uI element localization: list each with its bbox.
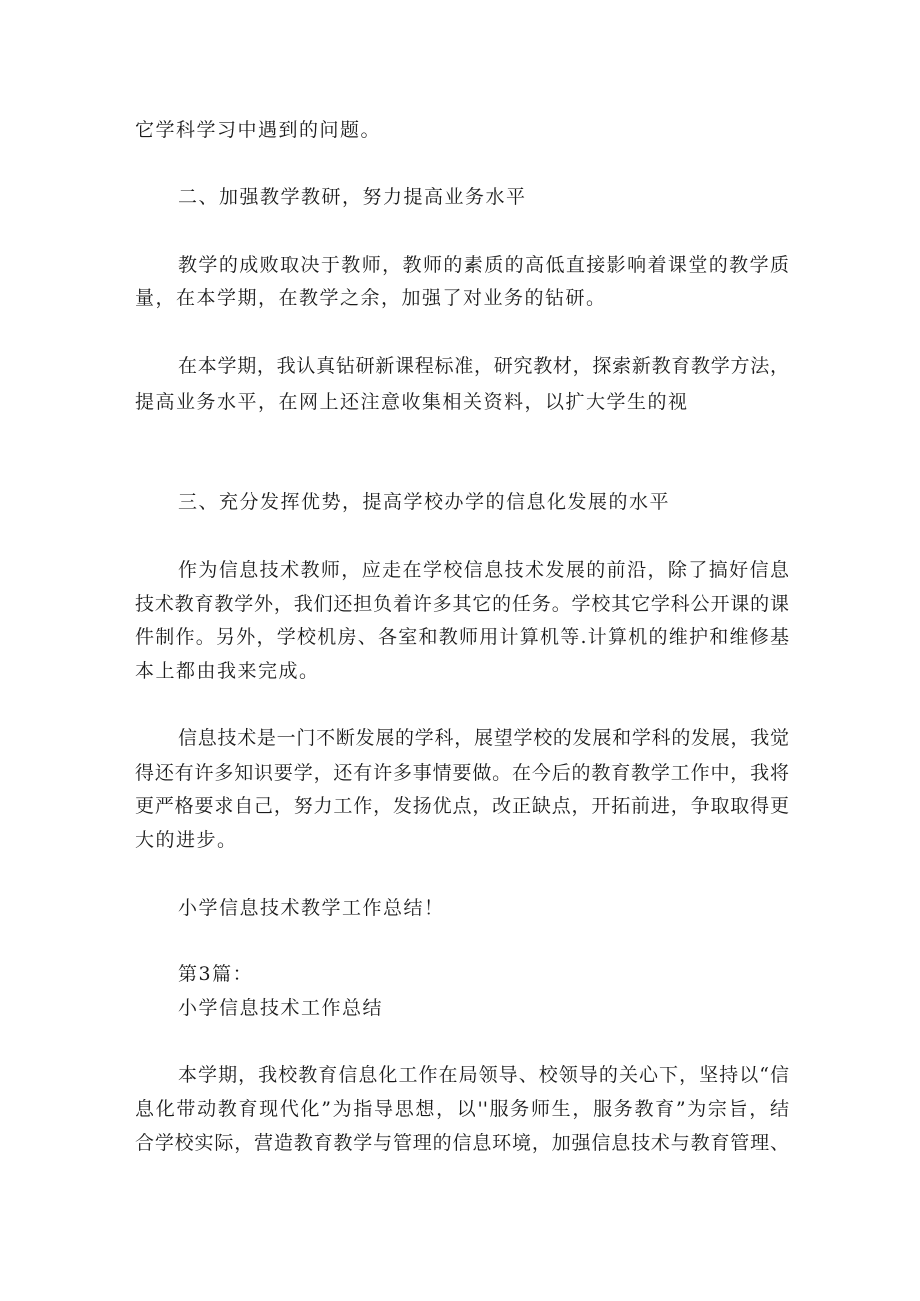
- closing-line: 小学信息技术教学工作总结！: [178, 897, 445, 919]
- section-label: 第3篇：: [178, 963, 254, 985]
- section-title: 小学信息技术工作总结: [178, 997, 384, 1019]
- paragraph-line: 更严格要求自己，努力工作，发扬优点，改正缺点，开拓前进，争取取得更: [135, 795, 789, 817]
- paragraph-line: 在本学期，我认真钻研新课程标准，研究教材，探索新教育教学方法，: [178, 355, 789, 377]
- paragraph-line: 大的进步。: [135, 829, 238, 851]
- paragraph-line: 作为信息技术教师，应走在学校信息技术发展的前沿，除了搞好信息: [178, 559, 789, 581]
- paragraph-line: 得还有许多知识要学，还有许多事情要做。在今后的教育教学工作中，我将: [135, 762, 789, 784]
- paragraph-line: 合学校实际，营造教育教学与管理的信息环境，加强信息技术与教育管理、: [135, 1132, 789, 1154]
- paragraph-continuation: 它学科学习中遇到的问题。: [135, 119, 382, 141]
- paragraph-line: 本上都由我来完成。: [135, 660, 320, 682]
- paragraph-line: 教学的成败取决于教师，教师的素质的高低直接影响着课堂的教学质: [178, 254, 789, 276]
- paragraph-line: 技术教育教学外，我们还担负着许多其它的任务。学校其它学科公开课的课: [135, 593, 789, 615]
- section-heading-2: 二、加强教学教研，努力提高业务水平: [178, 186, 527, 208]
- paragraph-line: 信息技术是一门不断发展的学科，展望学校的发展和学科的发展，我觉: [178, 727, 789, 749]
- paragraph-line: 件制作。另外，学校机房、各室和教师用计算机等.计算机的维护和维修基: [135, 626, 789, 648]
- paragraph-line: 本学期，我校教育信息化工作在局领导、校领导的关心下，坚持以“信: [178, 1064, 789, 1086]
- section-heading-3: 三、充分发挥优势，提高学校办学的信息化发展的水平: [178, 491, 671, 513]
- paragraph-line: 量，在本学期，在教学之余，加强了对业务的钻研。: [135, 287, 607, 309]
- paragraph-line: 提高业务水平，在网上还注意收集相关资料，以扩大学生的视: [135, 391, 689, 413]
- paragraph-line: 息化带动教育现代化”为指导思想，以''服务师生，服务教育”为宗旨，结: [135, 1098, 789, 1120]
